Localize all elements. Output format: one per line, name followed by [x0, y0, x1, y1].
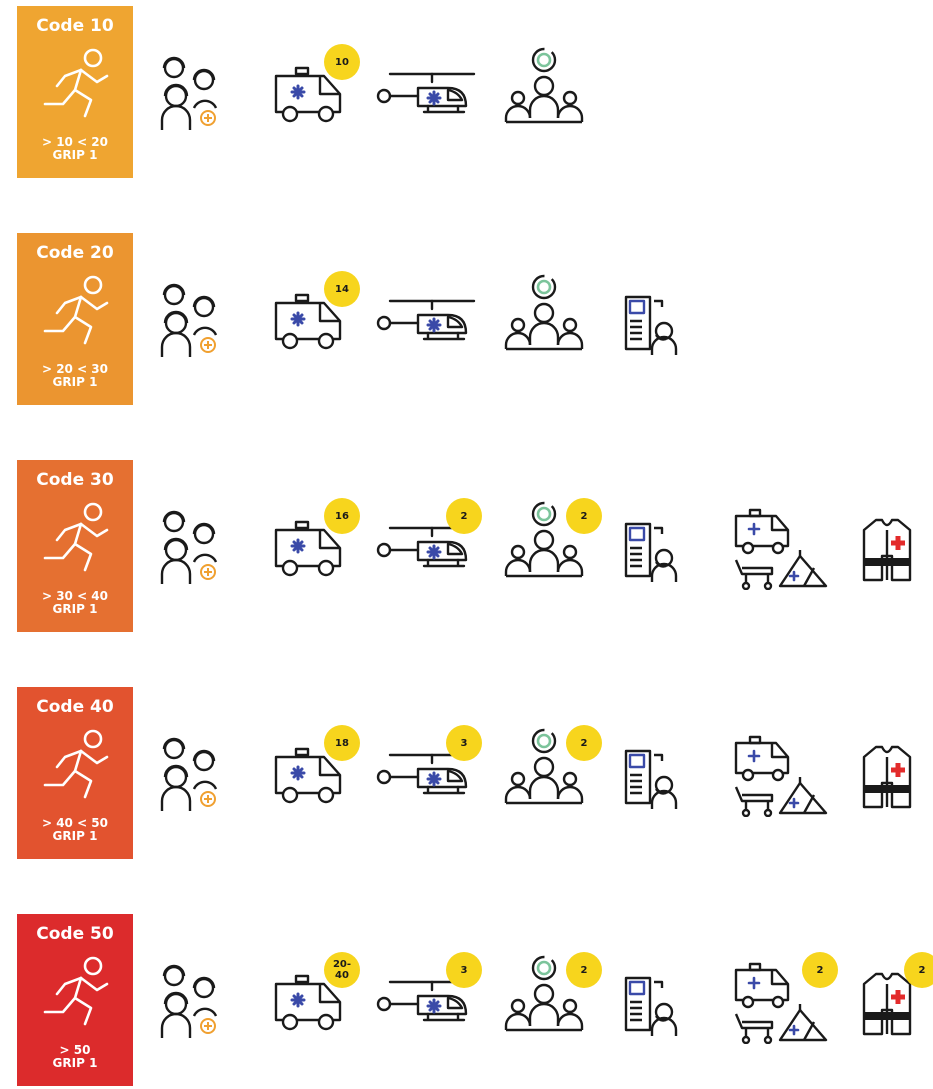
code-card — [17, 6, 133, 178]
code-title: Code 40 — [36, 697, 114, 717]
ambulance-count-badge: 14 — [324, 271, 360, 307]
running-person-icon — [35, 727, 115, 805]
helicopter-count-badge: 3 — [446, 952, 482, 988]
call-center-operators-icon — [158, 962, 222, 1040]
code-card — [17, 914, 133, 1086]
dispatch-officer-icon — [622, 291, 678, 355]
code-range: > 10 < 20 — [41, 135, 109, 149]
ambulance-count-badge: 10 — [324, 44, 360, 80]
dispatch-officer-icon — [622, 972, 678, 1036]
medical-team-icon — [504, 46, 584, 128]
code-grip: GRIP 1 — [52, 602, 98, 616]
code-card — [17, 460, 133, 632]
code-range: > 30 < 40 — [41, 589, 109, 603]
code-row-5 — [0, 914, 933, 1089]
field-hospital-icon — [732, 508, 828, 590]
ambulance-count-badge: 20- 40 — [324, 952, 360, 988]
call-center-operators-icon — [158, 508, 222, 586]
team-count-badge: 2 — [566, 725, 602, 761]
code-title: Code 50 — [36, 924, 114, 944]
code-grip: GRIP 1 — [52, 375, 98, 389]
ambulance-count-badge: 16 — [324, 498, 360, 534]
vest-count-badge: 2 — [904, 952, 933, 988]
team-count-badge: 2 — [566, 498, 602, 534]
running-person-icon — [35, 273, 115, 351]
field-hospital-icon — [732, 735, 828, 817]
running-person-icon — [35, 46, 115, 124]
code-card — [17, 233, 133, 405]
code-title: Code 10 — [36, 16, 114, 36]
code-grip: GRIP 1 — [52, 148, 98, 162]
medical-vest-icon — [862, 745, 912, 811]
call-center-operators-icon — [158, 54, 222, 132]
helicopter-count-badge: 3 — [446, 725, 482, 761]
code-row-4 — [0, 687, 933, 862]
code-card — [17, 687, 133, 859]
field-hospital-count-badge: 2 — [802, 952, 838, 988]
trauma-helicopter-icon — [376, 295, 476, 355]
code-grip: GRIP 1 — [52, 829, 98, 843]
code-title: Code 30 — [36, 470, 114, 490]
running-person-icon — [35, 500, 115, 578]
medical-team-icon — [504, 273, 584, 355]
medical-vest-icon — [862, 972, 912, 1038]
trauma-helicopter-icon — [376, 68, 476, 128]
code-row-1 — [0, 6, 933, 181]
code-grip: GRIP 1 — [52, 1056, 98, 1070]
running-person-icon — [35, 954, 115, 1032]
code-row-2 — [0, 233, 933, 408]
code-range: > 20 < 30 — [41, 362, 109, 376]
code-range: > 50 — [59, 1043, 91, 1057]
team-count-badge: 2 — [566, 952, 602, 988]
code-range: > 40 < 50 — [41, 816, 109, 830]
medical-vest-icon — [862, 518, 912, 584]
code-row-3 — [0, 460, 933, 635]
helicopter-count-badge: 2 — [446, 498, 482, 534]
code-title: Code 20 — [36, 243, 114, 263]
ambulance-count-badge: 18 — [324, 725, 360, 761]
dispatch-officer-icon — [622, 745, 678, 809]
call-center-operators-icon — [158, 281, 222, 359]
dispatch-officer-icon — [622, 518, 678, 582]
call-center-operators-icon — [158, 735, 222, 813]
